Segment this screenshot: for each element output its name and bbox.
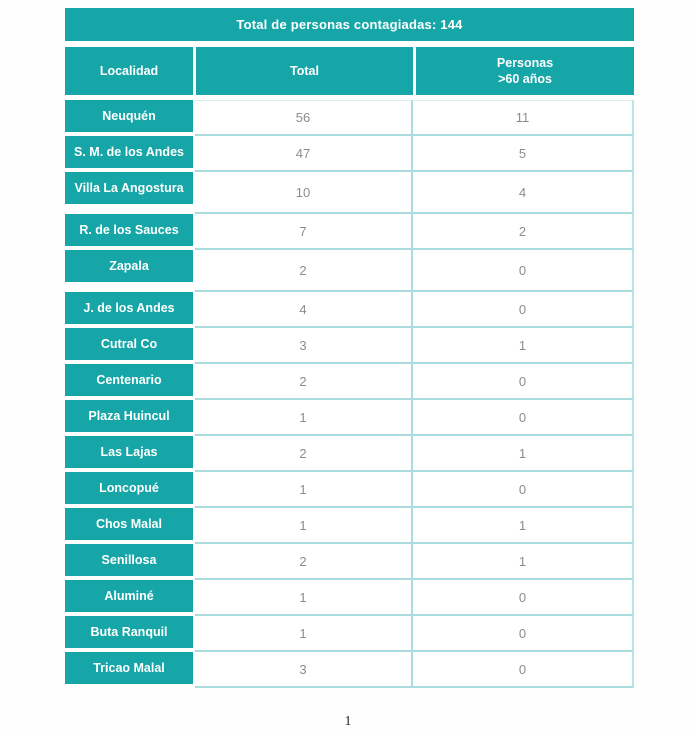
table-row bbox=[65, 328, 634, 364]
localidad-cell: Senillosa bbox=[65, 544, 193, 576]
table-row bbox=[65, 580, 634, 616]
total-cell: 1 bbox=[195, 580, 413, 616]
localidad-cell: Neuquén bbox=[65, 100, 193, 132]
total-cell: 1 bbox=[195, 400, 413, 436]
table-row bbox=[65, 616, 634, 652]
table-row bbox=[65, 172, 634, 214]
over60-cell: 0 bbox=[413, 400, 634, 436]
table-header-row bbox=[65, 47, 634, 95]
localidad-cell: Tricao Malal bbox=[65, 652, 193, 684]
total-cell: 2 bbox=[195, 436, 413, 472]
over60-cell: 0 bbox=[413, 580, 634, 616]
total-cell: 1 bbox=[195, 472, 413, 508]
localidad-cell: J. de los Andes bbox=[65, 292, 193, 324]
contagios-table bbox=[65, 8, 634, 688]
localidad-cell: Villa La Angostura bbox=[65, 172, 193, 204]
over60-cell: 0 bbox=[413, 364, 634, 400]
over60-cell: 5 bbox=[413, 136, 634, 172]
table-body bbox=[65, 100, 634, 688]
over60-cell: 1 bbox=[413, 544, 634, 580]
table-title-bar bbox=[65, 8, 634, 41]
total-cell: 4 bbox=[195, 292, 413, 328]
header-personas-mayores-60: Personas >60 años bbox=[416, 47, 634, 95]
localidad-cell: Las Lajas bbox=[65, 436, 193, 468]
over60-cell: 4 bbox=[413, 172, 634, 214]
total-cell: 47 bbox=[195, 136, 413, 172]
total-cell: 10 bbox=[195, 172, 413, 214]
total-cell: 2 bbox=[195, 250, 413, 292]
total-cell: 3 bbox=[195, 652, 413, 688]
table-row bbox=[65, 292, 634, 328]
localidad-cell: R. de los Sauces bbox=[65, 214, 193, 246]
total-cell: 56 bbox=[195, 100, 413, 136]
localidad-cell: Buta Ranquil bbox=[65, 616, 193, 648]
localidad-cell: S. M. de los Andes bbox=[65, 136, 193, 168]
over60-cell: 1 bbox=[413, 508, 634, 544]
table-title: Total de personas contagiadas: 144 bbox=[236, 17, 463, 32]
over60-cell: 1 bbox=[413, 328, 634, 364]
localidad-cell: Aluminé bbox=[65, 580, 193, 612]
table-row bbox=[65, 472, 634, 508]
header-localidad: Localidad bbox=[65, 47, 193, 95]
table-row bbox=[65, 436, 634, 472]
localidad-cell: Plaza Huincul bbox=[65, 400, 193, 432]
over60-cell: 2 bbox=[413, 214, 634, 250]
over60-cell: 0 bbox=[413, 472, 634, 508]
table-row bbox=[65, 652, 634, 688]
localidad-cell: Cutral Co bbox=[65, 328, 193, 360]
table-row bbox=[65, 400, 634, 436]
over60-cell: 1 bbox=[413, 436, 634, 472]
total-cell: 7 bbox=[195, 214, 413, 250]
over60-cell: 11 bbox=[413, 100, 634, 136]
localidad-cell: Chos Malal bbox=[65, 508, 193, 540]
table-row bbox=[65, 544, 634, 580]
over60-cell: 0 bbox=[413, 652, 634, 688]
total-cell: 3 bbox=[195, 328, 413, 364]
over60-cell: 0 bbox=[413, 292, 634, 328]
table-row bbox=[65, 508, 634, 544]
total-cell: 1 bbox=[195, 616, 413, 652]
localidad-cell: Loncopué bbox=[65, 472, 193, 504]
table-row bbox=[65, 250, 634, 292]
table-row bbox=[65, 136, 634, 172]
total-cell: 2 bbox=[195, 544, 413, 580]
total-cell: 1 bbox=[195, 508, 413, 544]
header-total: Total bbox=[196, 47, 413, 95]
over60-cell: 0 bbox=[413, 250, 634, 292]
table-row bbox=[65, 364, 634, 400]
localidad-cell: Centenario bbox=[65, 364, 193, 396]
table-row bbox=[65, 214, 634, 250]
localidad-cell: Zapala bbox=[65, 250, 193, 282]
total-cell: 2 bbox=[195, 364, 413, 400]
over60-cell: 0 bbox=[413, 616, 634, 652]
page-number: 1 bbox=[344, 714, 352, 729]
table-row bbox=[65, 100, 634, 136]
